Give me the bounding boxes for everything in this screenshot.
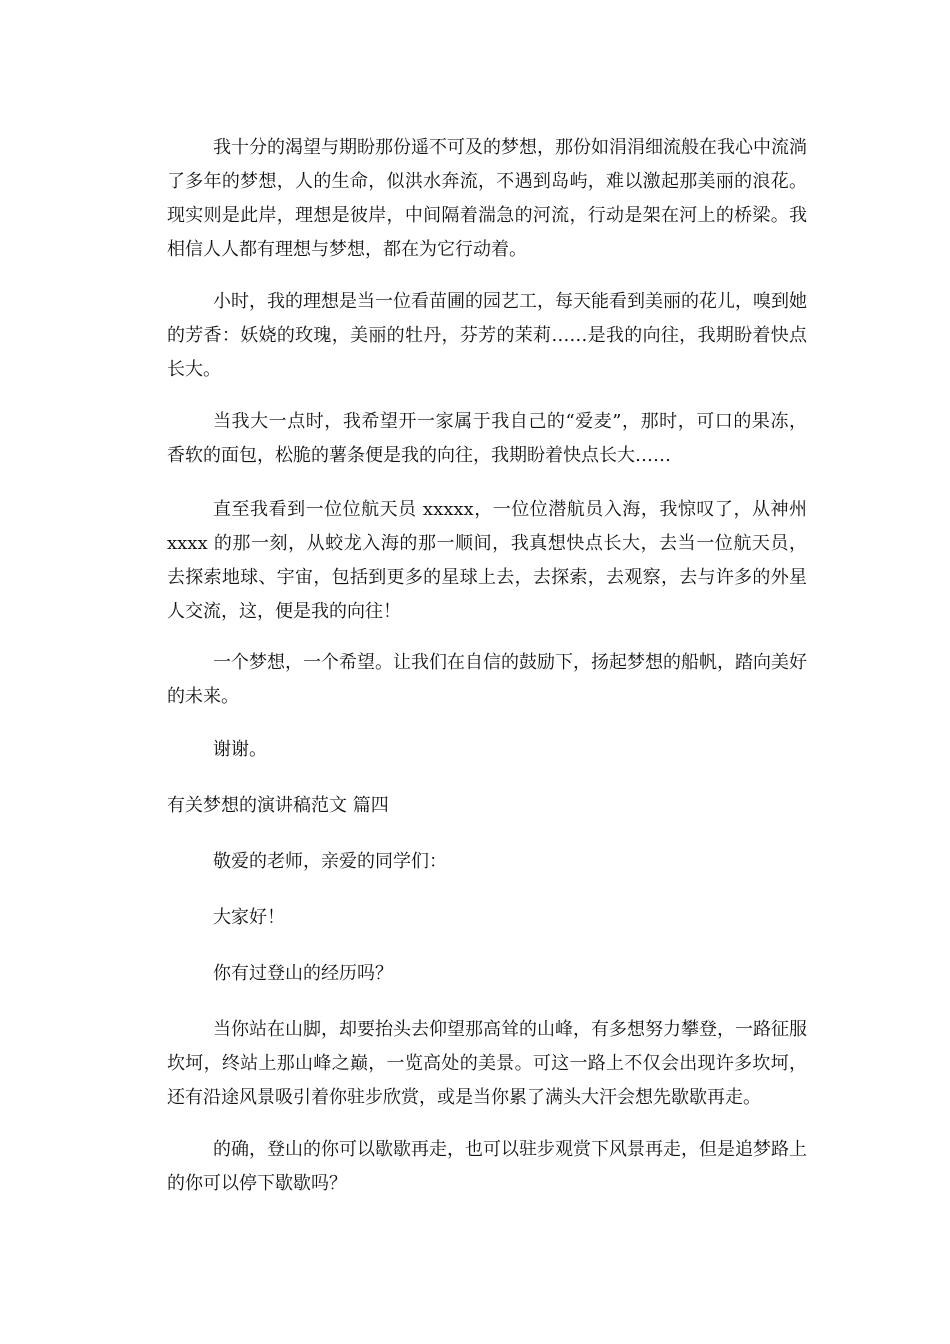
paragraph-hope: 一个梦想，一个希望。让我们在自信的鼓励下，扬起梦想的船帆，踏向美好的未来。 bbox=[167, 652, 807, 707]
paragraph-rest-question: 的确，登山的你可以歇歇再走，也可以驻步观赏下风景再走，但是追梦路上的你可以停下歇歇吗？ bbox=[167, 1139, 807, 1194]
paragraph-bakery-wish: 当我大一点时，我希望开一家属于我自己的“爱麦”，那时，可口的果冻，香软的面包，松脆的薯条便是我的向往，我期盼着快点长大…… bbox=[167, 411, 807, 466]
paragraph-childhood-gardener: 小时，我的理想是当一位看苗圃的园艺工，每天能看到美丽的花儿，嗅到她的芳香：妖娆的玫瑰，美丽的牡丹，芬芳的茉莉……是我的向往，我期盼着快点长大。 bbox=[167, 291, 807, 380]
paragraph-question-climb: 你有过登山的经历吗？ bbox=[213, 963, 393, 984]
paragraph-dream-longing: 我十分的渴望与期盼那份遥不可及的梦想，那份如涓涓细流般在我心中流淌了多年的梦想，人的生命，似洪水奔流，不遇到岛屿，难以激起那美丽的浪花。现实则是此岸，理想是彼岸，中间隔着湍急的河流，行动是架在河上的桥梁。我相信人人都有理想与梦想，都在为它行动着。 bbox=[167, 137, 807, 260]
paragraph-mountain-foot: 当你站在山脚，却要抬头去仰望那高耸的山峰，有多想努力攀登，一路征服坎坷，终站上那山峰之巅，一览高处的美景。可这一路上不仅会出现许多坎坷，还有沿途风景吸引着你驻步欣赏，或是当你累了满头大汗会想先歇歇再走。 bbox=[167, 1019, 807, 1108]
paragraph-greeting: 敬爱的老师，亲爱的同学们： bbox=[213, 851, 447, 872]
section-heading: 有关梦想的演讲稿范文 篇四 bbox=[167, 795, 389, 816]
paragraph-hello: 大家好！ bbox=[213, 907, 285, 928]
paragraph-astronaut-dream: 直至我看到一位位航天员 xxxxx，一位位潜航员入海，我惊叹了，从神州 xxxx 的那一刻，从蛟龙入海的那一顺间，我真想快点长大，去当一位航天员，去探索地球、宇宙，包括到更多的星球上去，去探索，去观察，去与许多的外星人交流，这，便是我的向往！ bbox=[167, 499, 807, 622]
paragraph-thanks: 谢谢。 bbox=[213, 739, 267, 760]
